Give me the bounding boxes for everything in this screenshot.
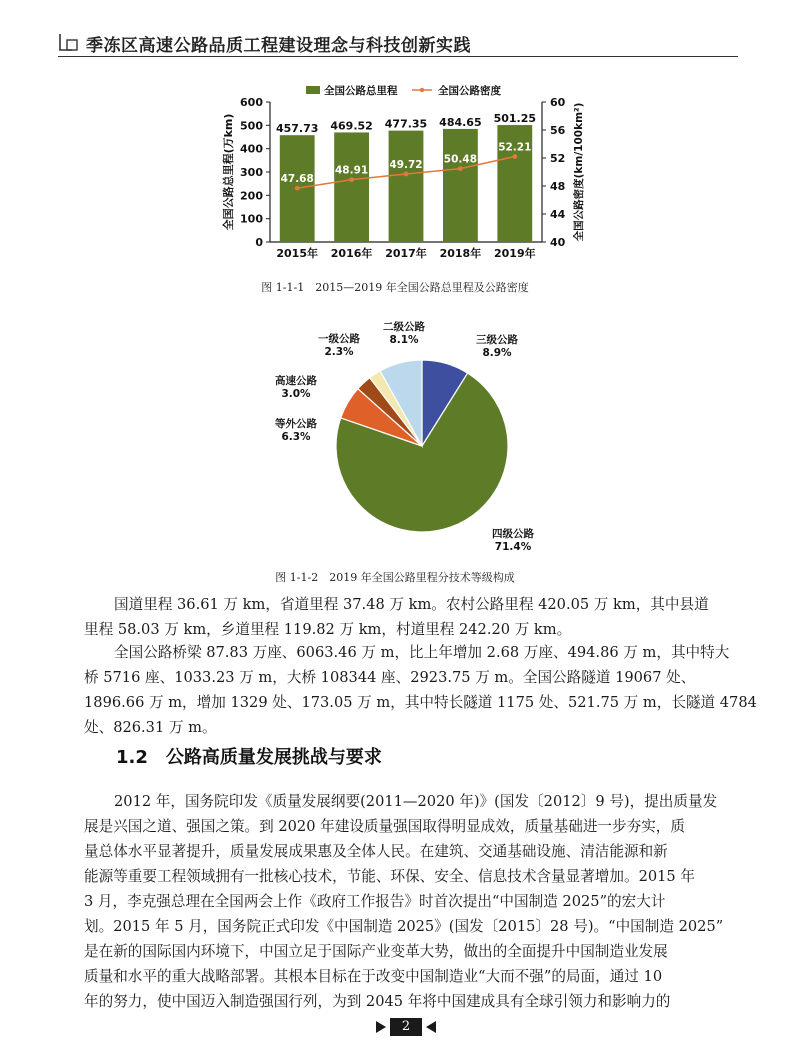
paragraph-line: 3 月，李克强总理在全国两会上作《政府工作报告》时首次提出“中国制造 2025”的宏大计 <box>84 893 666 910</box>
pie-label-value: 8.9% <box>482 347 512 359</box>
y-tick-label: 100 <box>240 212 263 226</box>
paragraph-line: 1896.66 万 m，增加 1329 处、173.05 万 m，其中特长隧道 1175 处、521.75 万 m，长隧道 4784 <box>84 694 757 711</box>
paragraph-line: 处、826.31 万 m。 <box>84 719 217 736</box>
x-tick-label: 2017年 <box>385 247 427 260</box>
footer-arrow-left-icon <box>376 1021 386 1033</box>
pie-label-name: 一级公路 <box>318 333 360 345</box>
legend-label-mileage: 全国公路总里程 <box>324 85 398 97</box>
density-value-label: 50.48 <box>443 153 478 166</box>
paragraph-line: 2012 年，国务院印发《质量发展纲要(2011—2020 年)》(国发〔2012〕9 号)，提出质量发 <box>114 793 718 810</box>
pie-label-name: 二级公路 <box>383 321 425 333</box>
x-tick-label: 2018年 <box>439 247 482 260</box>
bar-value-label: 457.73 <box>275 122 319 136</box>
paragraph-line: 全国公路桥梁 87.83 万座、6063.46 万 m，比上年增加 2.68 万座、494.86 万 m，其中特大 <box>114 644 730 661</box>
pie-label-value: 3.0% <box>281 388 311 400</box>
y2-tick-label: 40 <box>550 236 566 249</box>
section-number: 1.2 <box>116 747 148 768</box>
y2-tick-label: 48 <box>550 180 566 193</box>
figure-caption-2: 图 1-1-2 2019 年全国公路里程分技术等级构成 <box>275 571 515 584</box>
y-tick-label: 0 <box>255 236 263 249</box>
paragraph-bridges-tunnels <box>84 640 757 740</box>
x-tick-label: 2019年 <box>493 247 536 260</box>
paragraph-line: 桥 5716 座、1033.23 万 m，大桥 108344 座、2923.75 万 m。全国公路隧道 19067 处、 <box>84 669 696 686</box>
x-tick-label: 2015年 <box>276 247 319 260</box>
header-title: 季冻区高速公路品质工程建设理念与科技创新实践 <box>86 36 471 56</box>
paragraph-line: 是在新的国际国内环境下，中国立足于国际产业变革大势，做出的全面提升中国制造业发展 <box>84 943 668 960</box>
paragraph-line: 年的努力，使中国迈入制造强国行列，为到 2045 年将中国建成具有全球引领力和影响力的 <box>84 993 671 1010</box>
y2-tick-label: 60 <box>550 96 566 109</box>
pie-label-name: 四级公路 <box>492 528 534 540</box>
paragraph-road-mileage <box>84 592 728 642</box>
y2-tick-label: 52 <box>550 152 566 165</box>
paragraph-line: 里程 58.03 万 km，乡道里程 119.82 万 km，村道里程 242.20 万 km。 <box>84 621 572 638</box>
y-tick-label: 400 <box>240 142 263 156</box>
paragraph-line: 国道里程 36.61 万 km，省道里程 37.48 万 km。农村公路里程 420.05 万 km，其中县道 <box>114 596 709 613</box>
section-title: 公路高质量发展挑战与要求 <box>165 747 382 768</box>
legend-label-density: 全国公路密度 <box>438 85 501 97</box>
paragraph-quality-development <box>84 789 728 1014</box>
pie-label-value: 6.3% <box>281 431 311 443</box>
paragraph-line: 划。2015 年 5 月，国务院正式印发《中国制造 2025》(国发〔2015〕28 号)。“中国制造 2025” <box>84 918 724 935</box>
paragraph-line: 量总体水平显著提升，质量发展成果惠及全体人民。在建筑、交通基础设施、清洁能源和新 <box>84 843 668 860</box>
figure-caption-1: 图 1-1-1 2015—2019 年全国公路总里程及公路密度 <box>261 281 529 294</box>
y-axis-title-left: 全国公路总里程(万km) <box>222 113 235 231</box>
x-tick-label: 2016年 <box>330 247 373 260</box>
y-tick-label: 300 <box>240 166 263 179</box>
pie-label-value: 2.3% <box>324 346 354 358</box>
y-tick-label: 500 <box>240 119 263 133</box>
paragraph-line: 能源等重要工程领域拥有一批核心技术，节能、环保、安全、信息技术含量显著增加。2015 年 <box>84 868 695 885</box>
y-tick-label: 600 <box>240 96 263 109</box>
y2-tick-label: 56 <box>550 124 566 137</box>
section-heading <box>116 743 382 769</box>
pie-label-name: 高速公路 <box>275 375 317 387</box>
density-value-label: 48.91 <box>334 164 369 177</box>
paragraph-line: 质量和水平的重大战略部署。其根本目标在于改变中国制造业“大而不强”的局面，通过 10 <box>84 968 663 985</box>
density-value-label: 49.72 <box>389 158 423 171</box>
density-value-label: 47.68 <box>280 173 314 186</box>
density-value-label: 52.21 <box>498 141 532 154</box>
y2-tick-label: 44 <box>550 208 566 221</box>
page-footer <box>374 1018 438 1036</box>
footer-arrow-right-icon <box>426 1021 436 1033</box>
paragraph-line: 展是兴国之道、强国之策。到 2020 年建设质量强国取得明显成效，质量基础进一步夯实，质 <box>84 818 685 835</box>
y-tick-label: 200 <box>240 189 263 203</box>
bar-value-label: 469.52 <box>330 119 373 133</box>
bar-value-label: 477.35 <box>384 117 428 131</box>
pie-label-value: 8.1% <box>389 334 419 346</box>
bar-value-label: 484.65 <box>439 115 482 129</box>
y-axis-title-right: 全国公路密度(km/100km²) <box>573 102 585 242</box>
pie-label-name: 三级公路 <box>476 334 518 346</box>
pie-label-name: 等外公路 <box>275 418 317 430</box>
pie-label-value: 71.4% <box>494 541 532 553</box>
bar-value-label: 501.25 <box>493 112 537 126</box>
page-number: 2 <box>390 1018 422 1036</box>
